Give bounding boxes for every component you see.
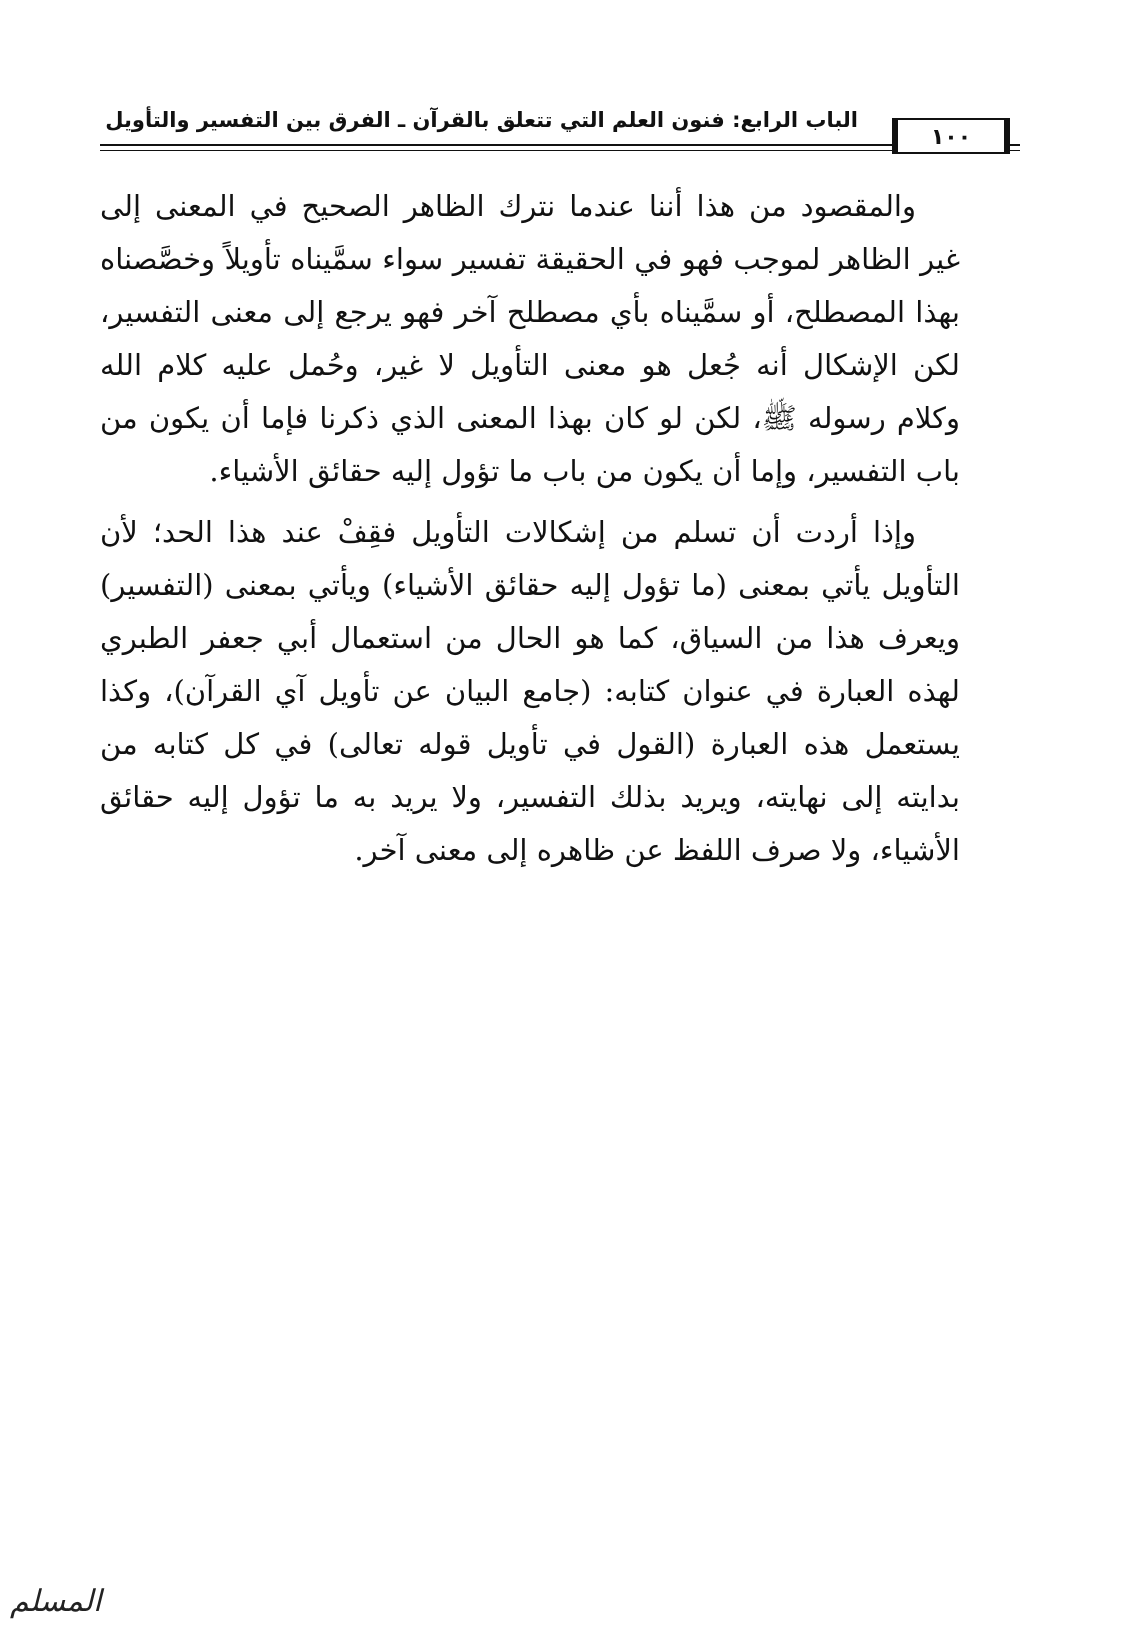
paragraph-2: وإذا أردت أن تسلم من إشكالات التأويل فقِفْ عند هذا الحد؛ لأن التأويل يأتي بمعنى (ما تؤول إليه حقائق الأشياء) ويأتي بمعنى (التفسير) ويعرف هذا من السياق، كما هو الحال من استعمال أبي جعفر الطبري لهذه العبارة في عنوان كتابه: (جامع البيان عن تأويل آي القرآن)، وكذا يستعمل هذه العبارة (القول في تأويل قوله تعالى) في كل كتابه من بدايته إلى نهايته، ويريد بذلك التفسير، ولا يريد به ما تؤول إليه حقائق الأشياء، ولا صرف اللفظ عن ظاهره إلى معنى آخر. xyxy=(100,515,960,867)
running-header-title: الباب الرابع: فنون العلم التي تتعلق بالقرآن ـ الفرق بين التفسير والتأويل xyxy=(101,108,858,132)
page-number: ١٠٠ xyxy=(892,118,1010,154)
header-rule xyxy=(100,144,1020,146)
paragraph-1: والمقصود من هذا أننا عندما نترك الظاهر الصحيح في المعنى إلى غير الظاهر لموجب فهو في الحقيقة تفسير سواء سمَّيناه تأويلاً وخصَّصناه بهذا المصطلح، أو سمَّيناه بأي مصطلح آخر فهو يرجع إلى معنى التفسير، لكن الإشكال أنه جُعل هو معنى التأويل لا غير، وحُمل عليه كلام الله وكلام رسوله ﷺ، لكن لو كان بهذا المعنى الذي ذكرنا فإما أن يكون من باب التفسير، وإما أن يكون من باب ما تؤول إليه حقائق الأشياء. xyxy=(100,189,960,488)
page-header xyxy=(100,98,1020,168)
body-text xyxy=(100,180,960,885)
publisher-logo: المسلم xyxy=(10,1584,102,1619)
header-rule-thin xyxy=(100,150,1020,151)
